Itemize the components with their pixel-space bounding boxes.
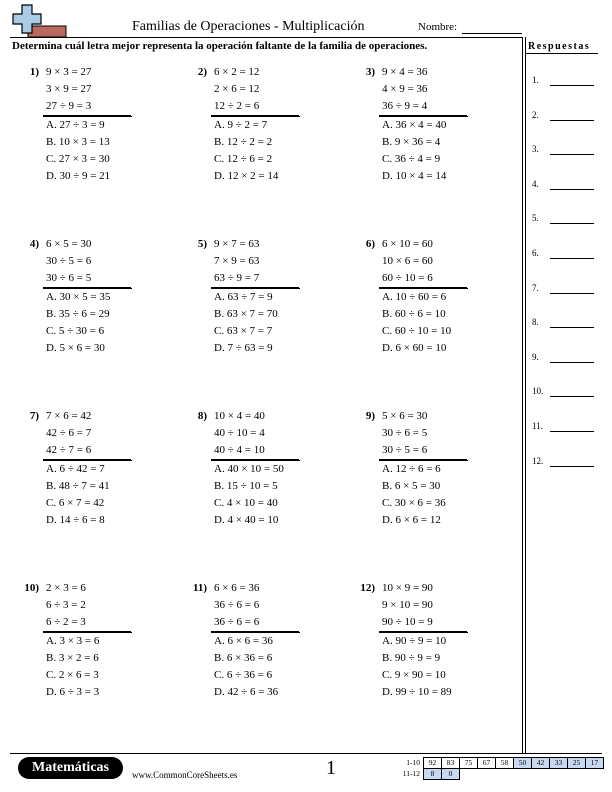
problem-number: 5) [197,238,207,250]
fact-line: 9 × 10 = 90 [382,599,433,611]
fact-line: 63 ÷ 9 = 7 [211,270,299,288]
answer-label: 4. [532,178,539,189]
problem-number: 7) [29,410,39,422]
problem-item [197,64,361,185]
score-cell: 42 [531,757,550,769]
fact-line: 40 ÷ 10 = 4 [214,427,265,439]
math-operations-logo-icon [12,4,68,38]
score-cell: 50 [513,757,532,769]
fact-line: 7 × 6 = 42 [46,410,92,422]
problem-number: 3) [365,66,375,78]
fact-line: 4 × 9 = 36 [382,83,428,95]
problem-number: 9) [365,410,375,422]
fact-line: 6 × 10 = 60 [382,238,433,250]
problem-item [197,236,361,357]
answer-option[interactable]: B. 3 × 2 = 6 [46,652,99,664]
answer-label: 6. [532,248,539,258]
header-divider [10,37,522,38]
problem-item [365,236,529,357]
fact-line: 6 ÷ 2 = 3 [43,614,131,632]
fact-line: 12 ÷ 2 = 6 [211,98,299,116]
answer-label: 11. [532,421,543,431]
answer-option[interactable]: B. 6 × 36 = 6 [214,652,273,664]
score-cell: 83 [441,757,460,769]
answer-option[interactable]: B. 9 × 36 = 4 [382,136,441,148]
problem-number: 10) [24,582,39,594]
answer-blank[interactable] [550,362,594,363]
problem-item [360,580,529,701]
answer-option[interactable]: B. 90 ÷ 9 = 9 [382,652,441,664]
answer-option[interactable]: D. 6 × 60 = 10 [382,342,447,354]
fact-line: 6 × 6 = 36 [214,582,260,594]
answer-option[interactable]: D. 12 × 2 = 14 [214,170,279,182]
answer-option[interactable]: C. 6 × 7 = 42 [46,497,105,509]
problem-number: 12) [360,582,375,594]
instructions: Determina cuál letra mejor representa la operación faltante de la familia de operaciones. [12,40,428,52]
name-label: Nombre: [418,21,458,33]
answer-blank[interactable] [550,85,594,86]
score-row [378,757,604,768]
answer-label: 10. [532,386,544,397]
answer-option[interactable]: C. 60 ÷ 10 = 10 [382,325,452,337]
answer-option[interactable]: C. 2 × 6 = 3 [46,669,99,681]
answer-option[interactable]: A. 63 ÷ 7 = 9 [211,288,300,306]
answer-option[interactable]: D. 4 × 40 = 10 [214,514,279,526]
footer-divider [10,753,602,754]
answer-option[interactable]: B. 35 ÷ 6 = 29 [46,308,110,320]
answer-option[interactable]: A. 30 × 5 = 35 [43,288,132,306]
answer-option[interactable]: C. 4 × 10 = 40 [214,497,278,509]
fact-line: 7 × 9 = 63 [214,255,260,267]
fact-line: 90 ÷ 10 = 9 [379,614,467,632]
answer-option[interactable]: D. 10 × 4 = 14 [382,170,447,182]
answer-option[interactable]: A. 6 ÷ 42 = 7 [43,460,132,478]
problem-item [365,64,529,185]
score-range-label: 11-12 [402,769,420,778]
problem-number: 11) [192,582,207,594]
answer-option[interactable]: B. 6 × 5 = 30 [382,480,441,492]
answer-option[interactable]: C. 5 ÷ 30 = 6 [46,325,105,337]
fact-line: 30 ÷ 6 = 5 [382,427,428,439]
fact-line: 10 × 4 = 40 [214,410,265,422]
answer-option[interactable]: C. 9 × 90 = 10 [382,669,446,681]
fact-line: 40 ÷ 4 = 10 [211,442,299,460]
name-field-line[interactable] [462,33,522,34]
answer-option[interactable]: B. 12 ÷ 2 = 2 [214,136,273,148]
answer-blank[interactable] [550,466,594,467]
score-row [378,768,604,779]
answer-option[interactable]: D. 6 ÷ 3 = 3 [46,686,100,698]
answer-option[interactable]: C. 27 × 3 = 30 [46,153,110,165]
problem-number: 6) [365,238,375,250]
fact-line: 36 ÷ 6 = 6 [211,614,299,632]
answer-label: 9. [532,351,539,362]
answer-option[interactable]: B. 63 × 7 = 70 [214,308,278,320]
answer-option[interactable]: A. 12 ÷ 6 = 6 [379,460,468,478]
problem-number: 2) [197,66,207,78]
answer-option[interactable]: B. 60 ÷ 6 = 10 [382,308,446,320]
answer-option[interactable]: C. 12 ÷ 6 = 2 [214,153,273,165]
answer-label: 7. [532,282,539,293]
fact-line: 9 × 7 = 63 [214,238,260,250]
answer-option[interactable]: A. 27 ÷ 3 = 9 [43,116,132,134]
problem-item [192,580,361,701]
answer-blank[interactable] [550,189,594,190]
answer-label: 12. [532,455,544,466]
fact-line: 30 ÷ 5 = 6 [46,255,92,267]
answer-label: 5. [532,213,539,224]
problem-item [24,580,193,701]
answer-option[interactable]: B. 15 ÷ 10 = 5 [214,480,278,492]
score-cell: 58 [495,757,514,769]
answer-label: 1. [532,75,539,85]
fact-line: 27 ÷ 9 = 3 [43,98,131,116]
fact-line: 6 × 2 = 12 [214,66,260,78]
fact-line: 10 × 9 = 90 [382,582,433,594]
answer-blank[interactable] [550,327,594,328]
answer-option[interactable]: C. 30 × 6 = 36 [382,497,446,509]
answer-option[interactable]: A. 90 ÷ 9 = 10 [379,632,468,650]
score-cell: 92 [423,757,442,769]
score-cell: 17 [585,757,604,769]
answer-option[interactable]: A. 10 ÷ 60 = 6 [379,288,468,306]
answer-blank[interactable] [550,431,594,432]
answers-heading: Respuestas [528,41,591,52]
fact-line: 60 ÷ 10 = 6 [379,270,467,288]
score-range-label: 1-10 [406,758,420,767]
answer-label: 2. [532,109,539,120]
fact-line: 2 × 6 = 12 [214,83,260,95]
answer-option[interactable]: D. 14 ÷ 6 = 8 [46,514,105,526]
answer-option[interactable]: D. 42 ÷ 6 = 36 [214,686,279,698]
answer-option[interactable]: A. 36 × 4 = 40 [379,116,468,134]
fact-line: 2 × 3 = 6 [46,582,86,594]
page-number: 1 [326,757,336,779]
problem-item [29,236,193,357]
answer-label: 3. [532,144,539,155]
answer-blank[interactable] [550,154,594,155]
fact-line: 36 ÷ 9 = 4 [379,98,467,116]
score-table [378,757,604,779]
fact-line: 3 × 9 = 27 [46,83,92,95]
answer-option[interactable]: A. 3 × 3 = 6 [43,632,132,650]
problem-item [29,64,193,185]
answer-option[interactable]: C. 6 ÷ 36 = 6 [214,669,273,681]
brand-badge: Matemáticas [18,757,123,779]
fact-line: 30 ÷ 6 = 5 [43,270,131,288]
score-cell: 75 [459,757,478,769]
answer-option[interactable]: C. 63 × 7 = 7 [214,325,273,337]
answer-option[interactable]: D. 99 ÷ 10 = 89 [382,686,452,698]
answer-option[interactable]: D. 5 × 6 = 30 [46,342,105,354]
fact-line: 9 × 3 = 27 [46,66,92,78]
fact-line: 6 × 5 = 30 [46,238,92,250]
score-cell: 67 [477,757,496,769]
answer-option[interactable]: D. 30 ÷ 9 = 21 [46,170,111,182]
answer-option[interactable]: B. 10 × 3 = 13 [46,136,110,148]
answer-option[interactable]: A. 9 ÷ 2 = 7 [211,116,300,134]
score-cell: 33 [549,757,568,769]
fact-line: 6 ÷ 3 = 2 [46,599,86,611]
problem-number: 4) [29,238,39,250]
answer-blank[interactable] [550,396,594,397]
problem-number: 1) [29,66,39,78]
worksheet-title: Familias de Operaciones - Multiplicación [132,19,365,34]
problem-item [29,408,193,529]
problem-number: 8) [197,410,207,422]
answer-option[interactable]: D. 7 ÷ 63 = 9 [214,342,273,354]
fact-line: 42 ÷ 7 = 6 [43,442,131,460]
answer-blank[interactable] [550,293,594,294]
fact-line: 10 × 6 = 60 [382,255,433,267]
answer-option[interactable]: A. 40 × 10 = 50 [211,460,300,478]
fact-line: 42 ÷ 6 = 7 [46,427,92,439]
score-cell: 25 [567,757,586,769]
answer-option[interactable]: B. 48 ÷ 7 = 41 [46,480,110,492]
fact-line: 5 × 6 = 30 [382,410,428,422]
fact-line: 30 ÷ 5 = 6 [379,442,467,460]
answers-heading-rule [526,53,598,54]
answer-blank[interactable] [550,223,594,224]
answer-blank[interactable] [550,120,594,121]
answer-blank[interactable] [550,258,594,259]
answer-label: 8. [532,317,539,328]
site-url: www.CommonCoreSheets.es [132,770,238,780]
answer-option[interactable]: D. 6 × 6 = 12 [382,514,441,526]
answer-option[interactable]: A. 6 × 6 = 36 [211,632,300,650]
answer-option[interactable]: C. 36 ÷ 4 = 9 [382,153,441,165]
problem-item [197,408,361,529]
score-cell: 8 [423,768,442,780]
fact-line: 9 × 4 = 36 [382,66,428,78]
score-cell: 0 [441,768,460,780]
fact-line: 36 ÷ 6 = 6 [214,599,260,611]
problem-item [365,408,529,529]
